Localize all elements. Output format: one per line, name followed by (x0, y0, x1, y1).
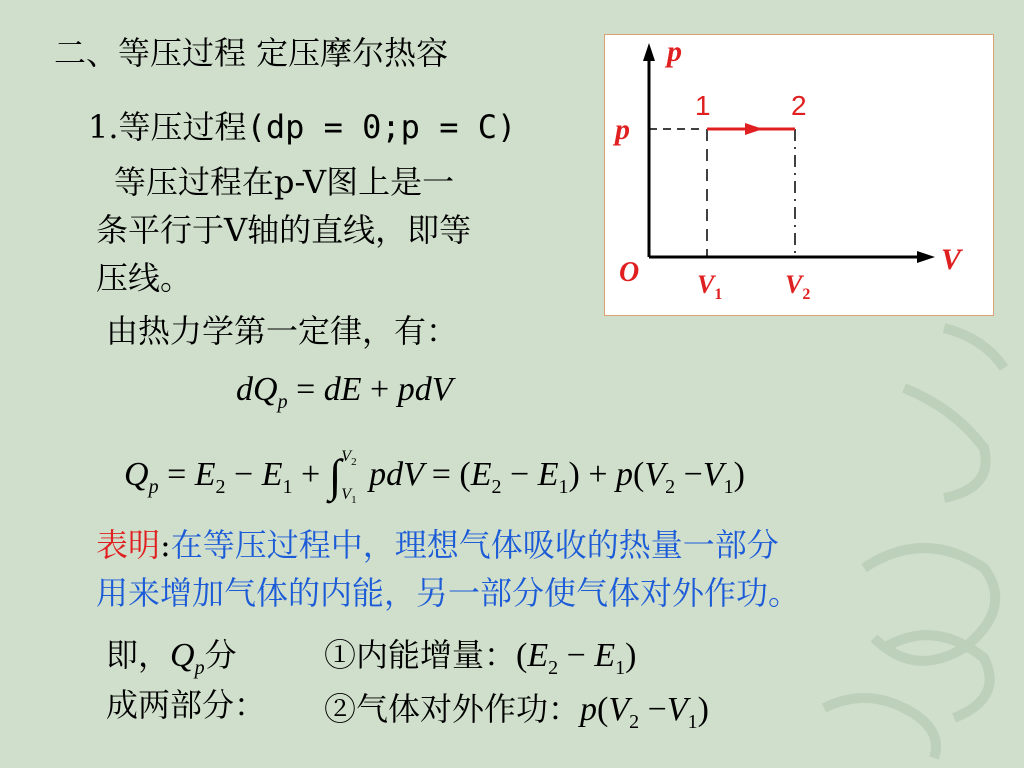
conclusion-label: 表明 (96, 526, 161, 564)
description-line-2: 条平行于V轴的直线，即等 (96, 211, 472, 249)
x-axis-arrow (917, 251, 935, 263)
description-line-1: 等压过程在p-V图上是一 (114, 163, 455, 201)
split-item-1-label: ①内能增量： (324, 636, 517, 674)
conclusion-text-1: 在等压过程中，理想气体吸收的热量一部分 (170, 526, 779, 564)
y-axis-arrow (643, 43, 655, 61)
y-axis-label: p (667, 35, 682, 68)
equation-2: $Q_p = E_2 - E_1 + \int V_2$ $V_1$ pdV = $(E_2 - E_1) + p(V_2 -V_1)$ (124, 448, 745, 507)
isobar-arrow (745, 123, 763, 135)
description-line-3: 压线。 (96, 259, 193, 297)
split-item-1: ①内能增量：$(E_2 - E_1)$ (324, 636, 637, 679)
equation-1: $dQ_p$ = dE + pdV (236, 371, 453, 413)
v2-label (785, 270, 810, 303)
x-axis-label: V (941, 243, 962, 276)
v1-subscript: 1 (714, 286, 723, 303)
split-lead-line-1: 即，$Q_p$分 (106, 636, 237, 679)
point-2-label: 2 (791, 90, 807, 121)
point-1-label: 1 (695, 90, 711, 121)
pv-diagram (604, 34, 994, 316)
conclusion-line-2: 用来增加气体的内能，另一部分使气体对外作功。 (96, 574, 801, 612)
section-number: 1. (88, 108, 119, 146)
split-lead-b: 分 (204, 636, 237, 674)
section-heading (88, 108, 516, 146)
split-item-2: ②气体对外作功：$p(V_2 -V_1)$ (324, 690, 709, 733)
split-lead-a: 即， (106, 636, 171, 674)
pressure-label: p (615, 113, 630, 146)
section-condition: (dp = 0;p = C) (246, 108, 517, 146)
v1-label (697, 270, 722, 303)
conclusion-line-1: 表明:在等压过程中，理想气体吸收的热量一部分 (96, 526, 779, 564)
first-law-intro: 由热力学第一定律，有： (106, 312, 459, 350)
v2-subscript: 2 (802, 286, 811, 303)
section-title: 等压过程 (118, 108, 247, 146)
split-lead-line-2: 成两部分： (106, 686, 267, 724)
page-title: 二、等压过程 定压摩尔热容 (54, 34, 449, 72)
split-item-2-label: ②气体对外作功： (324, 690, 581, 728)
v1-letter: V (697, 270, 715, 299)
origin-label: O (619, 257, 640, 288)
v2-letter: V (785, 270, 803, 299)
